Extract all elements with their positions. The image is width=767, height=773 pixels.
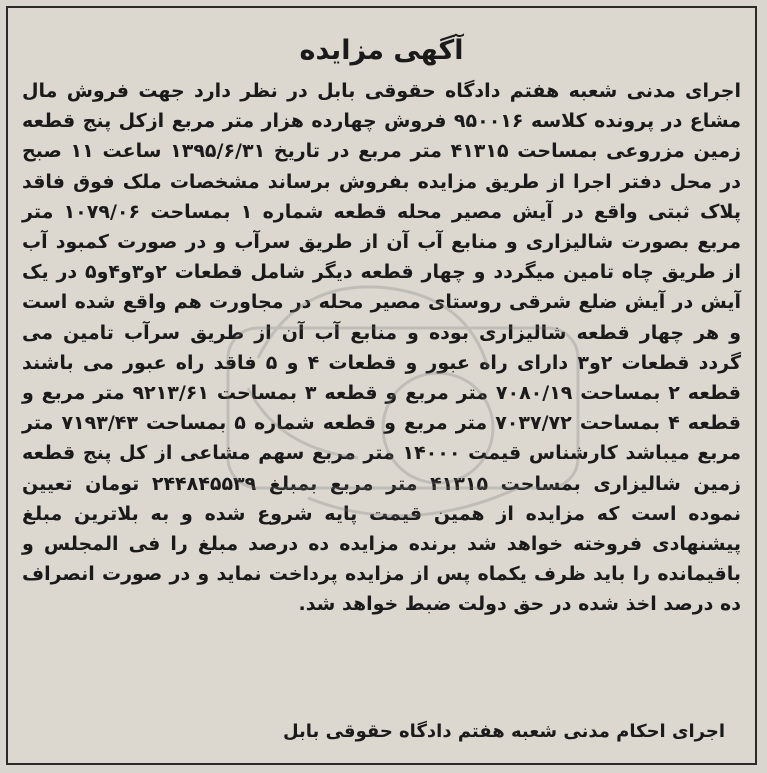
notice-title: آگهی مزایده — [299, 35, 464, 66]
auction-notice — [6, 6, 757, 765]
notice-signature: اجرای احکام مدنی شعبه هفتم دادگاه حقوقی بابل — [282, 721, 725, 742]
notice-body: اجرای مدنی شعبه هفتم دادگاه حقوقی بابل در نظر دارد جهت فروش مال مشاع در پرونده کلاسه ۹۵۰۰۱۶ فروش چهارده هزار متر مربع ازکل پنج قطعه زمین مزروعی بمساحت ۴۱۳۱۵ متر مربع در تاریخ ۱۳۹۵/۶/۳۱ ساعت ۱۱ صبح در محل دفتر اجرا از طریق مزایده بفروش برساند مشخصات ملک فوق فاقد پلاک ثبتی واقع در آیش مصیر محله قطعه شماره ۱ بمساحت ۱۰۷۹/۰۶ متر مربع بصورت شالیزاری و منابع آب آن از طریق سرآب و در صورت کمبود آب از طریق چاه تامین میگردد و چهار قطعه دیگر شامل قطعات ۲و۳و۴و۵ در یک آیش در آیش ضلع شرقی روستای مصیر محله در مجاورت هم واقع شده است و هر چهار قطعه شالیزاری بوده و منابع آب آن از طریق سرآب تامین می گردد قطعات ۲و۳ دارای راه عبور و قطعات ۴ و ۵ فاقد راه عبور می باشند قطعه ۲ بمساحت ۷۰۸۰/۱۹ متر مربع و قطعه ۳ بمساحت ۹۲۱۳/۶۱ متر مربع و قطعه ۴ بمساحت ۷۰۳۷/۷۲ متر مربع و قطعه شماره ۵ بمساحت ۷۱۹۳/۴۳ متر مربع میباشد کارشناس قیمت ۱۴۰۰۰ متر مربع سهم مشاعی از کل پنج قطعه زمین شالیزاری بمساحت ۴۱۳۱۵ متر مربع بمبلغ ۲۴۴۸۴۵۵۳۹ تومان تعیین نموده است که مزایده از همین قیمت پایه شروع شده و به بلاترین مبلغ پیشنهادی فروخته خواهد شد برنده مزایده ده درصد مبلغ را فی المجلس و باقیمانده را باید ظرف یکماه پس از مزایده پرداخت نماید و در صورت انصراف ده درصد اخذ شده در حق دولت ضبط خواهد شد. — [22, 80, 742, 616]
